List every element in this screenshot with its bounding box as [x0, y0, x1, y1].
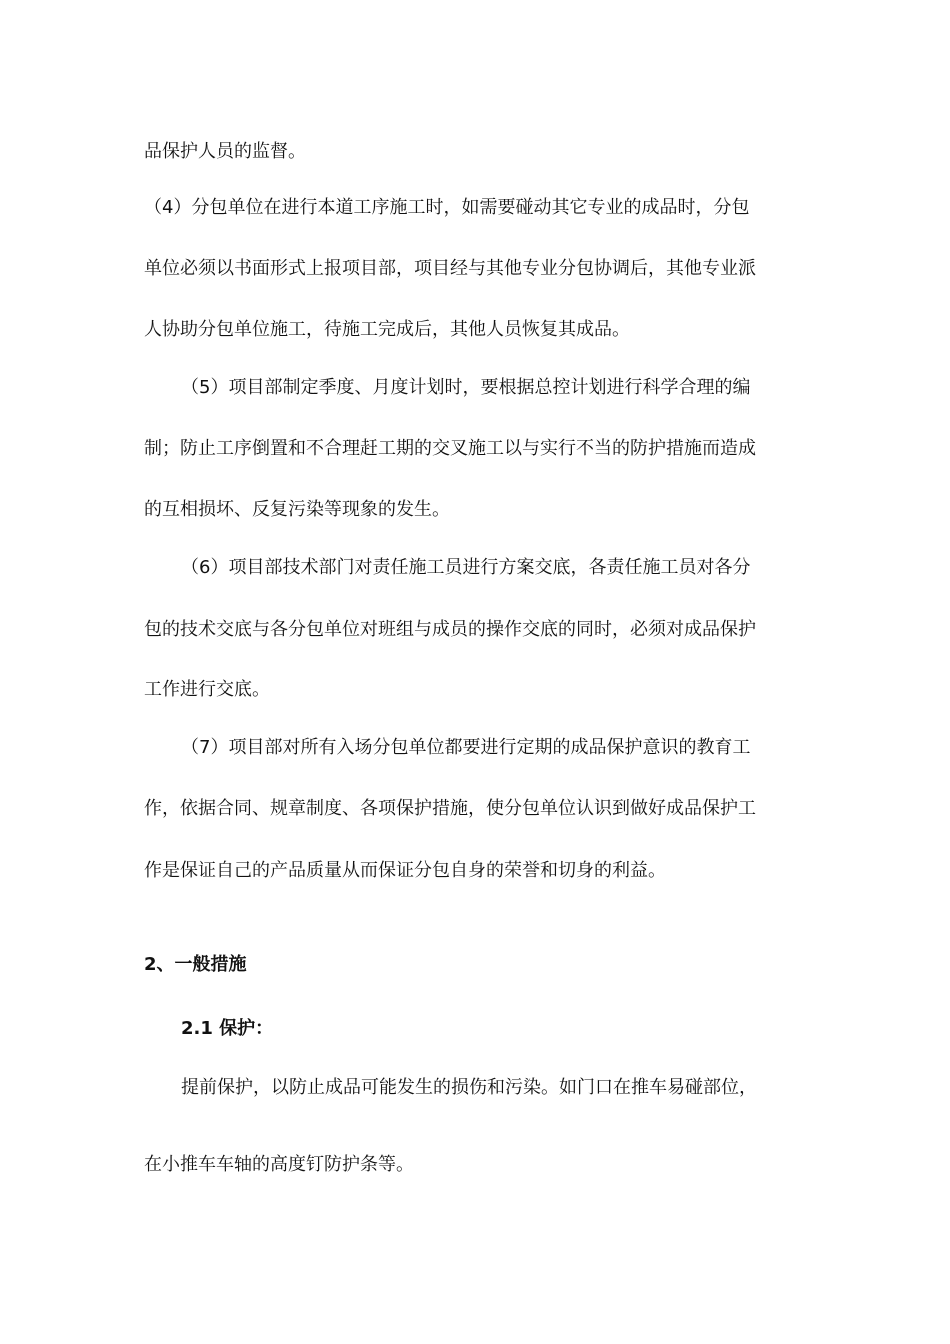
item-5-line-2: 制；防止工序倒置和不合理赶工期的交叉施工以与实行不当的防护措施而造成: [144, 438, 756, 459]
subsection-heading: 2.1 保护：: [181, 1018, 274, 1039]
item-6-line-2: 包的技术交底与各分包单位对班组与成员的操作交底的同时，必须对成品保护: [144, 619, 756, 640]
item-7-line-3: 作是保证自己的产品质量从而保证分包自身的荣誉和切身的利益。: [144, 860, 666, 881]
item-6-line-1: （6）项目部技术部门对责任施工员进行方案交底，各责任施工员对各分: [181, 557, 751, 578]
paragraph-line-2: 在小推车车轴的高度钉防护条等。: [144, 1154, 414, 1175]
item-7-line-2: 作，依据合同、规章制度、各项保护措施，使分包单位认识到做好成品保护工: [144, 798, 756, 819]
item-5-line-3: 的互相损坏、反复污染等现象的发生。: [144, 499, 450, 520]
item-4-line-2: 单位必须以书面形式上报项目部，项目经与其他专业分包协调后，其他专业派: [144, 258, 756, 279]
text-line: 品保护人员的监督。: [144, 141, 306, 162]
item-4-line-3: 人协助分包单位施工，待施工完成后，其他人员恢复其成品。: [144, 319, 630, 340]
item-5-line-1: （5）项目部制定季度、月度计划时，要根据总控计划进行科学合理的编: [181, 377, 751, 398]
item-6-line-3: 工作进行交底。: [144, 679, 270, 700]
paragraph-line-1: 提前保护，以防止成品可能发生的损伤和污染。如门口在推车易碰部位，: [181, 1077, 757, 1098]
section-heading: 2、一般措施: [144, 954, 247, 975]
item-7-line-1: （7）项目部对所有入场分包单位都要进行定期的成品保护意识的教育工: [181, 737, 751, 758]
item-4-line-1: （4）分包单位在进行本道工序施工时，如需要碰动其它专业的成品时，分包: [144, 197, 750, 218]
